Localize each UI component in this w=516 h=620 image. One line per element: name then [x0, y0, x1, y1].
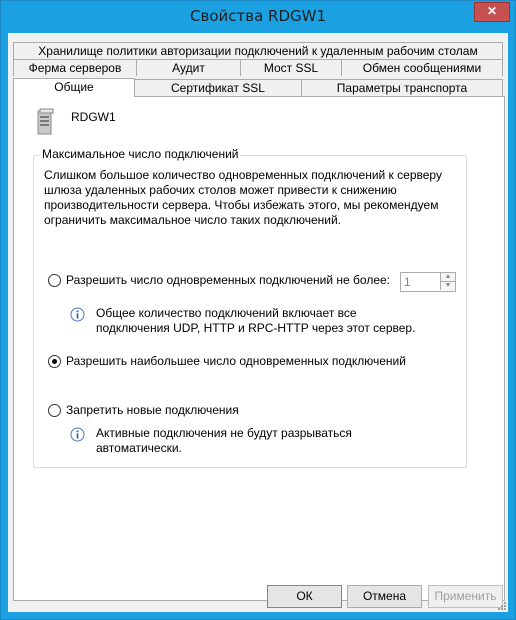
close-icon: ✕ — [486, 4, 498, 18]
tab-ssl-certificate[interactable]: Сертификат SSL — [134, 79, 302, 96]
resize-grip-icon[interactable] — [496, 600, 506, 610]
spin-down-icon[interactable]: ▼ — [440, 282, 455, 290]
tab-general[interactable]: Общие — [13, 78, 135, 97]
tab-transport-settings[interactable]: Параметры транспорта — [301, 79, 503, 96]
group-title: Максимальное число подключений — [42, 147, 239, 161]
info-icon — [70, 307, 85, 322]
radio-button[interactable] — [48, 404, 61, 417]
connection-limit-value: 1 — [404, 275, 411, 289]
server-icon — [36, 108, 54, 135]
tab-messaging[interactable]: Обмен сообщениями — [341, 59, 503, 76]
tab-authorization-policy-store[interactable]: Хранилище политики авторизации подключений к удаленным рабочим столам — [13, 42, 503, 59]
max-connections-group — [33, 147, 467, 468]
warning-text: Слишком большое количество одновременных подключений к серверу шлюза удаленных рабочих столов может привести к снижению производительности сервера. Чтобы избежать этого, мы рекомендуем ограничить максимальное число таких подключений. — [44, 168, 442, 227]
title-bar[interactable] — [1, 1, 515, 33]
radio-button[interactable] — [48, 355, 61, 368]
tab-audit[interactable]: Аудит — [136, 59, 241, 76]
tab-ssl-bridge[interactable]: Мост SSL — [240, 59, 342, 76]
window-title: Свойства RDGW1 — [190, 7, 326, 25]
radio-button[interactable] — [48, 274, 61, 287]
apply-button[interactable]: Применить — [428, 585, 503, 608]
server-name: RDGW1 — [71, 110, 116, 124]
radio-selected-dot — [52, 359, 57, 364]
connection-limit-spinner[interactable] — [400, 272, 456, 292]
spin-up-icon[interactable]: ▲ — [440, 273, 455, 282]
radio-label: Разрешить наибольшее число одновременных подключений — [66, 354, 406, 368]
tab-server-farm[interactable]: Ферма серверов — [13, 59, 137, 76]
dialog-client — [8, 33, 508, 612]
radio-label: Разрешить число одновременных подключений не более: — [66, 273, 391, 287]
general-tab-panel — [13, 96, 505, 601]
close-button[interactable] — [474, 2, 510, 22]
tab-row-1 — [13, 42, 503, 59]
cancel-button[interactable]: Отмена — [347, 585, 422, 608]
tab-row-3 — [13, 79, 503, 96]
info-icon — [70, 427, 85, 442]
radio-label: Запретить новые подключения — [66, 403, 239, 417]
info-limit-text: Общее количество подключений включает все подключения UDP, HTTP и RPC-HTTP через этот сервер. — [96, 306, 416, 335]
info-deny-text: Активные подключения не будут разрываться автоматически. — [96, 426, 352, 455]
ok-button[interactable]: ОК — [267, 585, 342, 608]
tab-row-2 — [13, 59, 503, 76]
